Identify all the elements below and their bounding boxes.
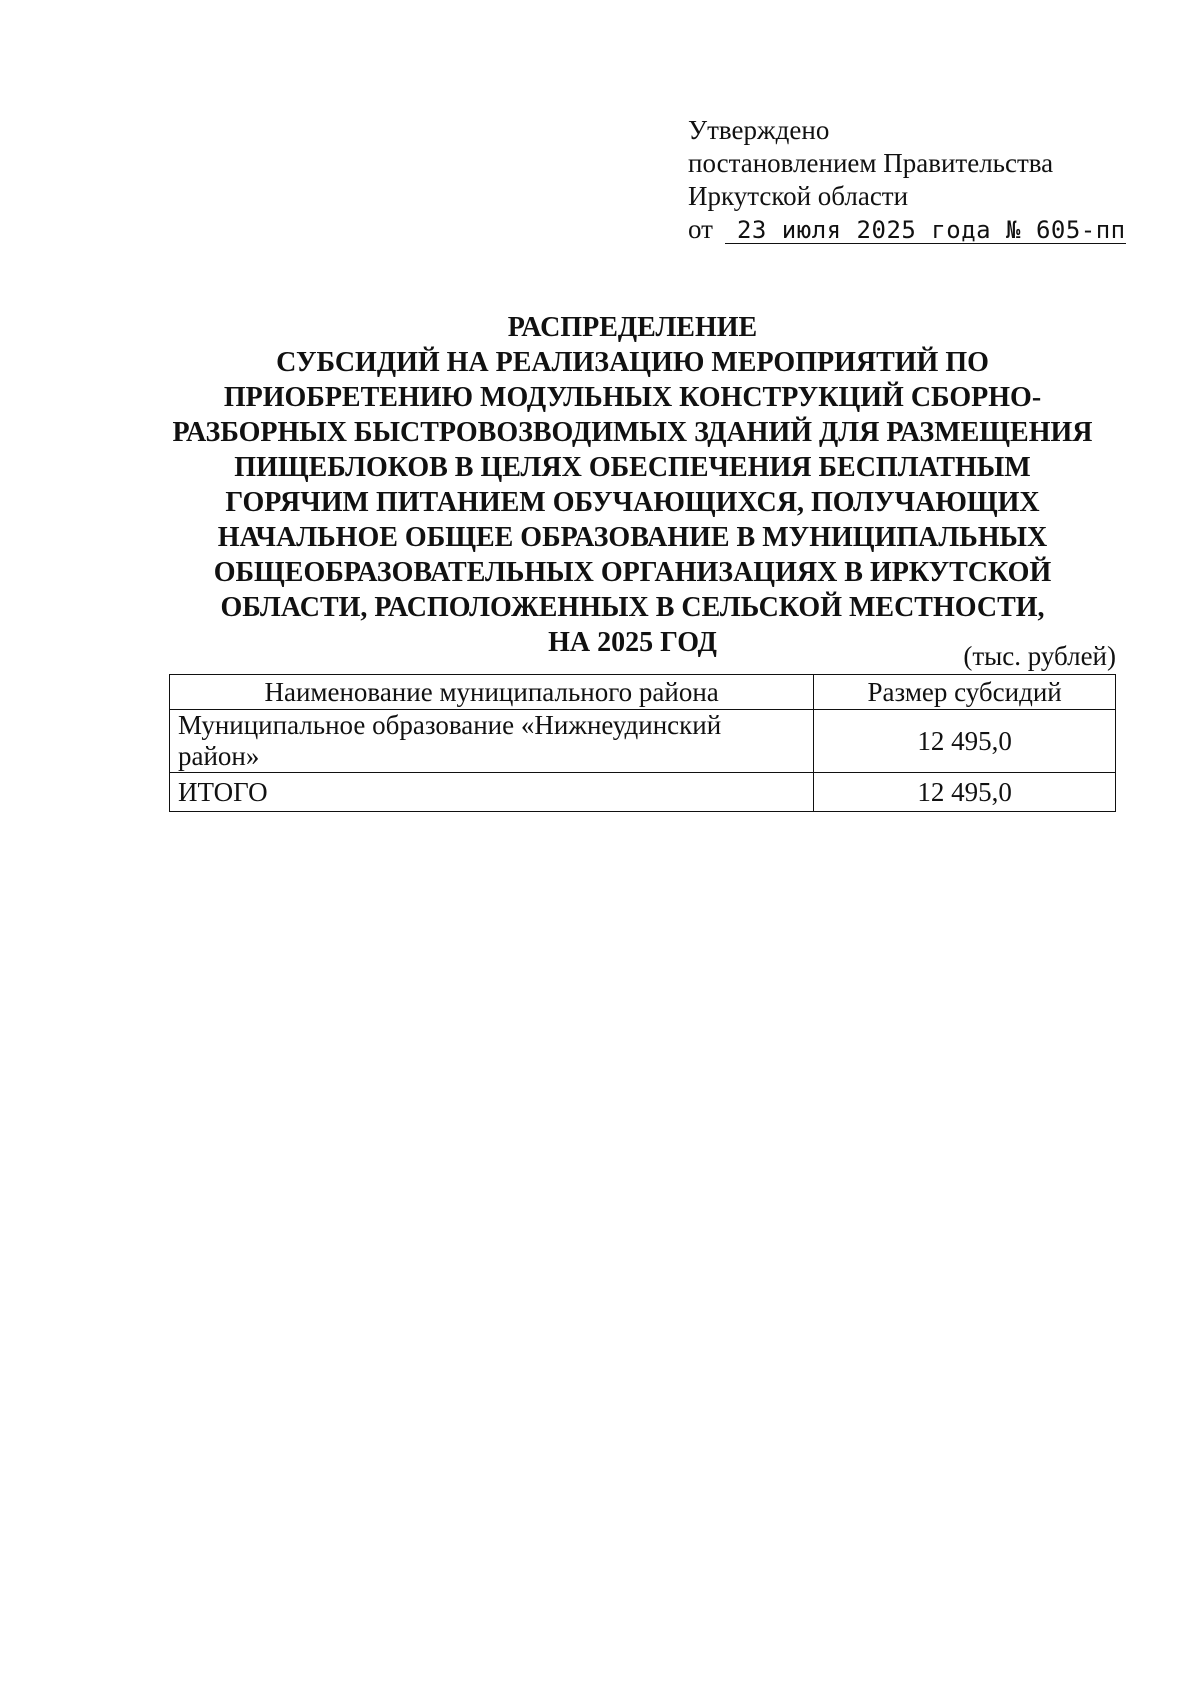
header-subsidy-size: Размер субсидий xyxy=(814,675,1116,710)
approval-label: Утверждено xyxy=(688,115,830,145)
table-total-row xyxy=(170,773,1116,812)
title-line: НА 2025 ГОД xyxy=(548,627,717,658)
title-line: ОБЩЕОБРАЗОВАТЕЛЬНЫХ ОРГАНИЗАЦИЯХ В ИРКУТСКОЙ xyxy=(213,557,1052,588)
document-title xyxy=(150,310,1115,660)
approval-date-row xyxy=(688,213,1158,246)
title-line: РАЗБОРНЫХ БЫСТРОВОЗВОДИМЫХ ЗДАНИЙ ДЛЯ РАЗМЕЩЕНИЯ xyxy=(172,417,1093,448)
title-line: СУБСИДИЙ НА РЕАЛИЗАЦИЮ МЕРОПРИЯТИЙ ПО xyxy=(276,347,989,378)
approval-region: Иркутской области xyxy=(688,181,909,211)
table-row xyxy=(170,710,1116,773)
title-line: ПРИОБРЕТЕНИЮ МОДУЛЬНЫХ КОНСТРУКЦИЙ СБОРНО- xyxy=(223,382,1042,413)
approval-block xyxy=(688,114,1158,246)
approval-date-stamp: 23 июля 2025 года № 605-пп xyxy=(725,217,1126,244)
municipality-name-line: Муниципальное образование «Нижнеудинский xyxy=(178,710,722,740)
table-unit-note: (тыс. рублей) xyxy=(963,641,1116,671)
header-municipality: Наименование муниципального района xyxy=(170,675,814,710)
approval-date-prefix: от xyxy=(688,214,713,244)
title-line: НАЧАЛЬНОЕ ОБЩЕЕ ОБРАЗОВАНИЕ В МУНИЦИПАЛЬНЫХ xyxy=(217,522,1048,553)
title-line: РАСПРЕДЕЛЕНИЕ xyxy=(507,312,758,343)
title-line: ОБЛАСТИ, РАСПОЛОЖЕННЫХ В СЕЛЬСКОЙ МЕСТНОСТИ, xyxy=(220,592,1045,623)
municipality-name-cell xyxy=(170,710,814,773)
total-value-cell: 12 495,0 xyxy=(814,773,1116,812)
title-line: ПИЩЕБЛОКОВ В ЦЕЛЯХ ОБЕСПЕЧЕНИЯ БЕСПЛАТНЫМ xyxy=(234,452,1031,483)
total-label-cell: ИТОГО xyxy=(170,773,814,812)
approval-authority: постановлением Правительства xyxy=(688,148,1054,178)
subsidy-value-cell: 12 495,0 xyxy=(814,710,1116,773)
subsidy-table xyxy=(169,674,1116,812)
table-header-row xyxy=(170,675,1116,710)
title-line: ГОРЯЧИМ ПИТАНИЕМ ОБУЧАЮЩИХСЯ, ПОЛУЧАЮЩИХ xyxy=(225,487,1040,518)
municipality-name-line: район» xyxy=(178,741,260,771)
